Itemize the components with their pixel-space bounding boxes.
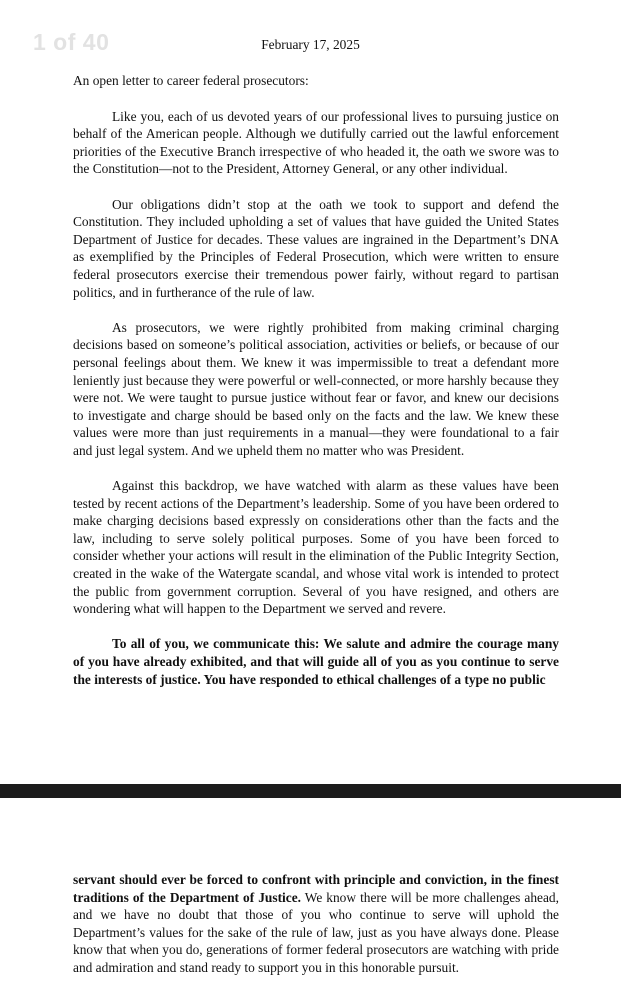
letter-page-top: [73, 72, 559, 706]
paragraph-backdrop: Against this backdrop, we have watched with alarm as these values have been tested by recent actions of the Department’s leadership. Some of you have been ordered to make charging decisions based expressly on considerations other than the facts and the law, including to serve solely political purposes. Some of you have been forced to consider whether your actions will result in the elimination of the Public Integrity Section, created in the wake of the Watergate scandal, and whose vital work is intended to protect the public from government corruption. Several of you have resigned, and others are wondering what will happen to the Department we served and revere.: [73, 478, 559, 617]
page-break-divider: [0, 784, 621, 798]
paragraph-prosecutors: As prosecutors, we were rightly prohibited from making criminal charging decisions based on someone’s political association, activities or beliefs, or because of our personal feelings about them. We knew it was impermissible to treat a defendant more leniently just because they were powerful or well-connected, or more harshly because they were not. We were taught to pursue justice without fear or favor, and knew our decisions to investigate and charge should be based only on the facts and the law. We knew these values were more than just requirements in a manual—they were foundational to a fair and just legal system. And we upheld them no matter who was President.: [73, 319, 559, 458]
salutation: An open letter to career federal prosecutors:: [73, 73, 309, 88]
paragraph-salute: To all of you, we communicate this: We salute and admire the courage many of you have already exhibited, and that will guide all of you as you continue to serve the interests of justice. You have responded to ethical challenges of a type no public: [73, 636, 559, 687]
continued-bold-text: servant should ever be forced to confront with principle and conviction, in the finest traditions of the Department of Justice.: [73, 872, 559, 905]
paragraph-oath: Like you, each of us devoted years of our professional lives to pursuing justice on behalf of the American people. Although we dutifully carried out the lawful enforcement priorities of the Executive Branch irrespective of who headed it, the oath we swore was to the Constitution—not to the President, Attorney General, or any other individual.: [73, 108, 559, 177]
paragraph-obligations: Our obligations didn’t stop at the oath we took to support and defend the Constitution. They included upholding a set of values that have guided the United States Department of Justice for decades. These values are ingrained in the Department’s DNA as exemplified by the Principles of Federal Prosecution, which were written to ensure federal prosecutors exercise their tremendous power fairly, without regard to partisan politics, and in furtherance of the rule of law.: [73, 196, 559, 300]
continued-regular-text: We know there will be more challenges ahead, and we have no doubt that those of you who continue to serve will uphold the Department’s values for the sake of the rule of law, just as you have always done. Please know that when you do, generations of former federal prosecutors are watching with pride and admiration and stand ready to support you in this honorable pursuit.: [73, 889, 559, 975]
letter-page-bottom: [73, 871, 559, 977]
page-counter: 1 of 40: [33, 29, 110, 55]
paragraph-continued: [73, 871, 559, 977]
letter-date: February 17, 2025: [261, 37, 360, 52]
